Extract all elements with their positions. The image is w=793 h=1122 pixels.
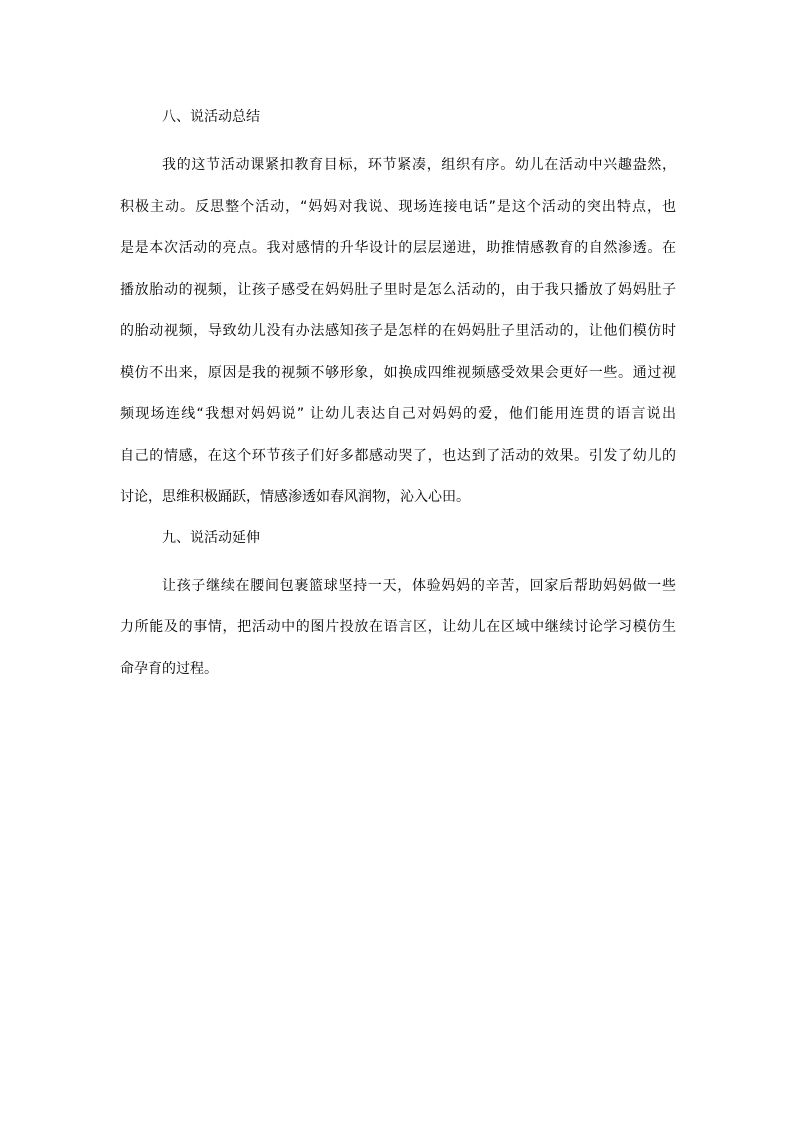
paragraph-line: 命孕育的过程。 bbox=[120, 660, 218, 677]
paragraph-line: 是是本次活动的亮点。我对感情的升华设计的层层递进，助推情感教育的自然渗透。在 bbox=[120, 240, 676, 256]
paragraph-line: 讨论，思维积极踊跃，情感渗透如春风润物，沁入心田。 bbox=[120, 489, 470, 505]
paragraph-line: 积极主动。反思整个活动，“妈妈对我说、现场连接电话”是这个活动的突出特点，也 bbox=[120, 198, 676, 215]
paragraph-extension bbox=[120, 566, 676, 691]
section-heading-summary: 八、说活动总结 bbox=[162, 109, 260, 125]
paragraph-line: 力所能及的事情，把活动中的图片投放在语言区，让幼儿在区域中继续讨论学习模仿生 bbox=[120, 619, 676, 635]
paragraph-line: 自己的情感，在这个环节孩子们好多都感动哭了，也达到了活动的效果。引发了幼儿的 bbox=[120, 447, 676, 464]
paragraph-line: 的胎动视频，导致幼儿没有办法感知孩子是怎样的在妈妈肚子里活动的，让他们模仿时 bbox=[120, 323, 676, 339]
paragraph-summary bbox=[120, 145, 676, 519]
section-heading-extension: 九、说活动延伸 bbox=[162, 529, 260, 546]
paragraph-line: 我的这节活动课紧扣教育目标，环节紧凑，组织有序。幼儿在活动中兴趣盎然， bbox=[162, 157, 676, 173]
paragraph-line: 播放胎动的视频，让孩子感受在妈妈肚子里时是怎么活动的，由于我只播放了妈妈肚子 bbox=[120, 281, 676, 298]
paragraph-line: 模仿不出来，原因是我的视频不够形象，如换成四维视频感受效果会更好一些。通过视 bbox=[120, 364, 676, 381]
document-body bbox=[120, 104, 676, 690]
paragraph-line: 频现场连线“我想对妈妈说” 让幼儿表达自己对妈妈的爱，他们能用连贯的语言说出 bbox=[120, 406, 676, 422]
paragraph-line: 让孩子继续在腰间包裹篮球坚持一天，体验妈妈的辛苦，回家后帮助妈妈做一些 bbox=[162, 577, 676, 594]
